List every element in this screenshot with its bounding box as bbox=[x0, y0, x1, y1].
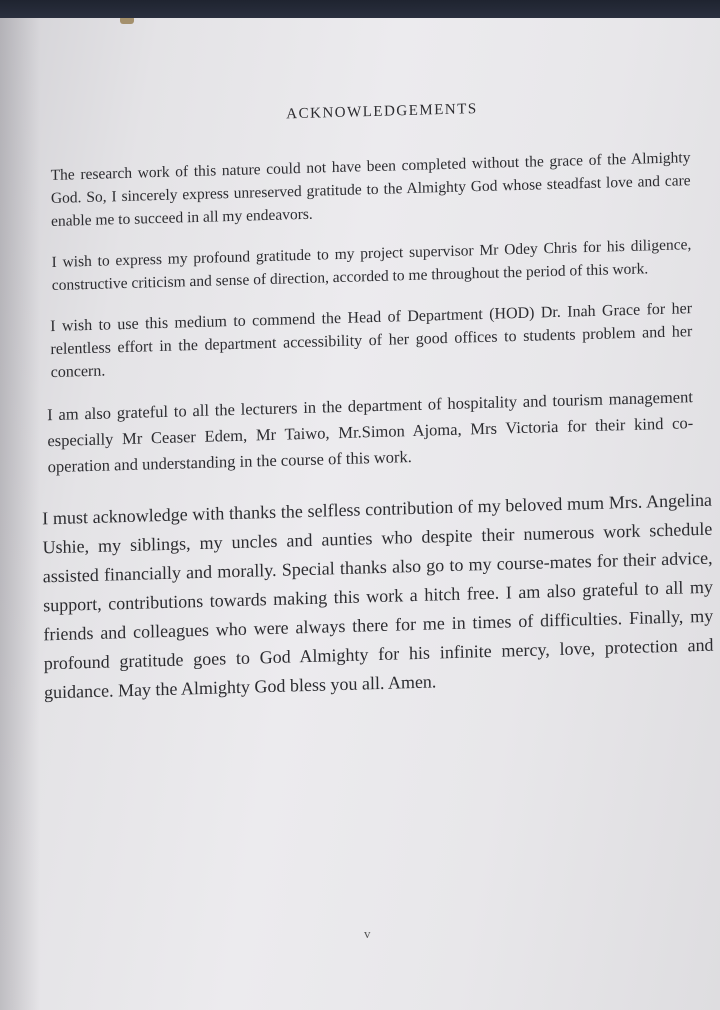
paragraph-3: I wish to use this medium to commend the Head of Department (HOD) Dr. Inah Grace for her relentless effort in the department accessibility of her good offices to students problem and her concern. bbox=[50, 300, 693, 382]
paragraph-2: I wish to express my profound gratitude to my project supervisor Mr Odey Chris for his diligence, constructive criticism and sense of direction, accorded to me throughout the period of this work. bbox=[51, 236, 692, 295]
page-number: v bbox=[364, 926, 371, 941]
document-page bbox=[0, 18, 720, 1010]
paragraph-5: I must acknowledge with thanks the selfless contribution of my beloved mum Mrs. Angelina Ushie, my siblings, my uncles and aunties who despite their numerous work schedule assisted financially and morally. Special thanks also go to my course-mates for their advice, support, contributions towards making this work a hitch free. I am also grateful to all my friends and colleagues who were always there for me in times of difficulties. Finally, my profound gratitude goes to God Almighty for his infinite mercy, love, protection and guidance. May the Almighty God bless you all. Amen. bbox=[42, 489, 714, 703]
page-edge-shadow bbox=[0, 18, 40, 1010]
paragraph-1: The research work of this nature could not have been completed without the grace of the Almighty God. So, I sincerely express unreserved gratitude to the Almighty God whose steadfast love and care enable me to succeed in all my endeavors. bbox=[50, 149, 691, 231]
page-title: ACKNOWLEDGEMENTS bbox=[286, 101, 478, 123]
paragraph-4: I am also grateful to all the lecturers in the department of hospitality and tourism management especially Mr Ceaser Edem, Mr Taiwo, Mr.Simon Ajoma, Mrs Victoria for their kind co-operation and understanding in the course of this work. bbox=[47, 387, 694, 477]
acknowledgements-section bbox=[42, 95, 714, 725]
paper-speck bbox=[120, 18, 134, 24]
